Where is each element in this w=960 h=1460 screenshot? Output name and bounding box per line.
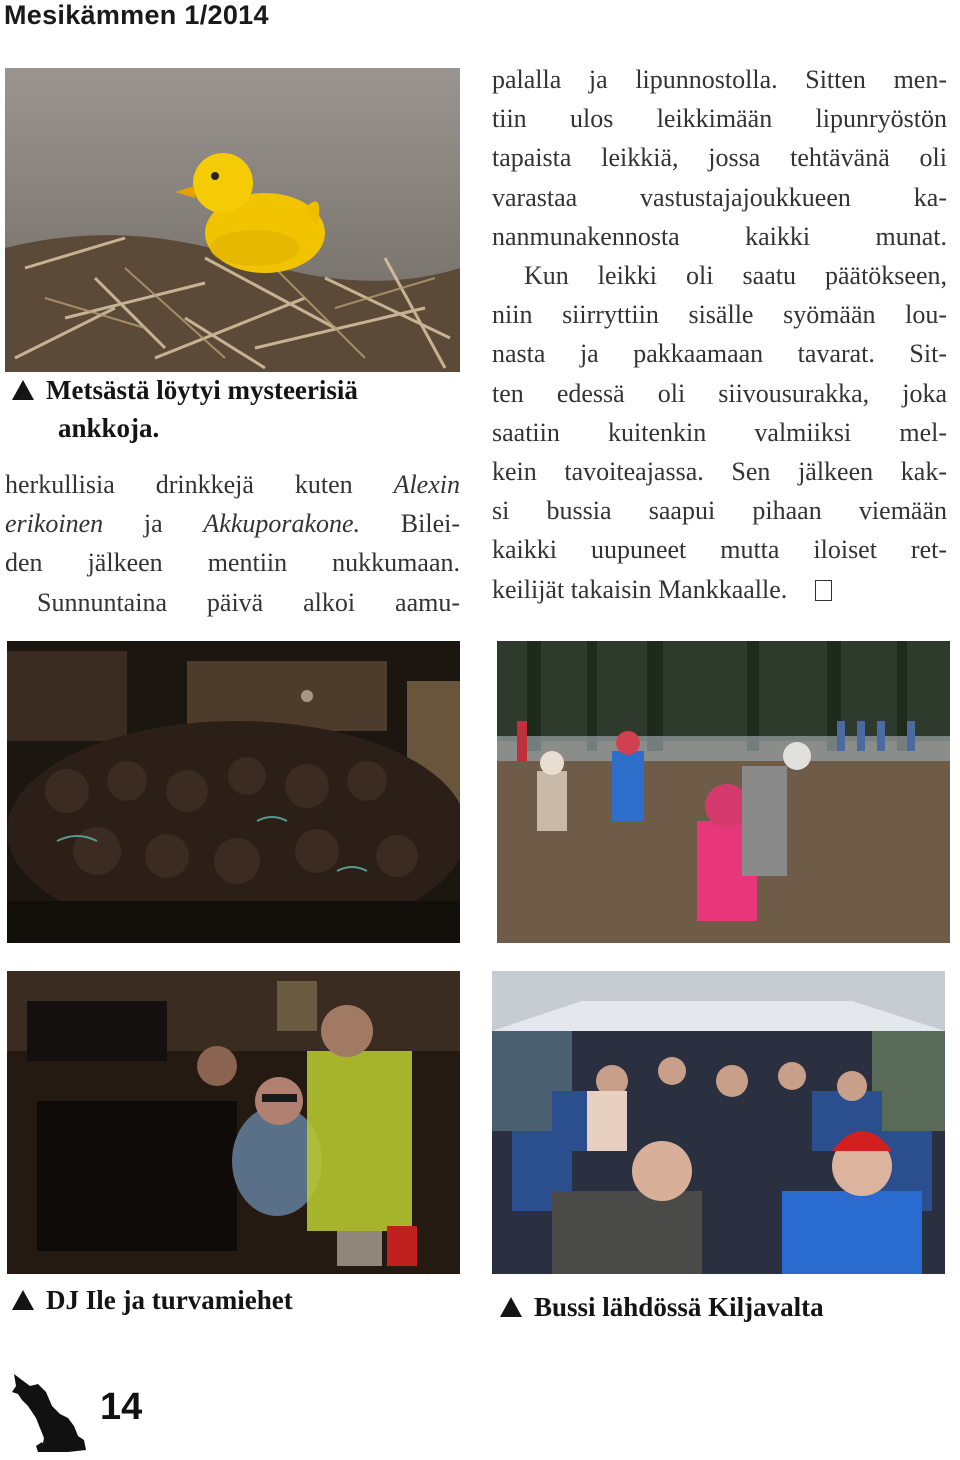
text-line: palalla ja lipunnostolla. Sitten men- — [492, 65, 947, 94]
text-line: si bussia saapui pihaan viemään — [492, 496, 947, 526]
text-line: kein tavoiteajassa. Sen jälkeen kak- — [492, 457, 947, 487]
photo-kids-on-bus — [492, 971, 945, 1274]
text-line: Kun leikki oli saatu päätökseen, — [524, 261, 947, 291]
photo-yellow-duck — [5, 68, 460, 372]
caption-duck: Metsästä löytyi mysteerisiä ankkoja. — [12, 371, 358, 447]
end-of-article-icon — [815, 580, 832, 601]
text-line: keilijät takaisin Mankkaalle. — [492, 570, 947, 609]
text-line: tapaista leikkiä, jossa tehtävänä oli — [492, 143, 947, 173]
text-line: den jälkeen mentiin nukkumaan. — [5, 548, 460, 578]
text-line: nanmunakennosta kaikki munat. — [492, 221, 947, 251]
triangle-up-icon — [12, 1290, 34, 1310]
article-text-left — [5, 465, 460, 622]
text-line: tiin ulos leikkimään lipunryöstön — [492, 104, 947, 134]
howling-wolf-icon — [8, 1370, 88, 1454]
caption-dj: DJ Ile ja turvamiehet — [12, 1281, 293, 1319]
text-line: varastaa vastustajajoukkueen ka- — [492, 182, 947, 212]
triangle-up-icon — [500, 1297, 522, 1317]
magazine-issue-header: Mesikämmen 1/2014 — [4, 0, 269, 30]
text-line: herkullisia drinkkejä kuten Alexin — [5, 470, 460, 499]
text-line: Sunnuntaina päivä alkoi aamu- — [37, 587, 460, 617]
text-line: kaikki uupuneet mutta iloiset ret- — [492, 535, 947, 565]
text-line: erikoinen ja Akkuporakone. Bilei- — [5, 509, 460, 539]
page-number: 14 — [100, 1386, 143, 1428]
text-line: niin siirryttiin sisälle syömään lou- — [492, 300, 947, 330]
article-text-right — [492, 60, 947, 609]
text-line: ten edessä oli siivousurakka, joka — [492, 378, 947, 408]
text-line: saatiin kuitenkin valmiiksi mel- — [492, 417, 947, 447]
photo-dj-and-security — [7, 971, 460, 1274]
text-line: nasta ja pakkaamaan tavarat. Sit- — [492, 339, 947, 369]
photo-kids-forest-game — [497, 641, 950, 943]
triangle-up-icon — [12, 380, 34, 400]
photo-dark-party — [7, 641, 460, 943]
caption-bus: Bussi lähdössä Kiljavalta — [500, 1288, 824, 1326]
